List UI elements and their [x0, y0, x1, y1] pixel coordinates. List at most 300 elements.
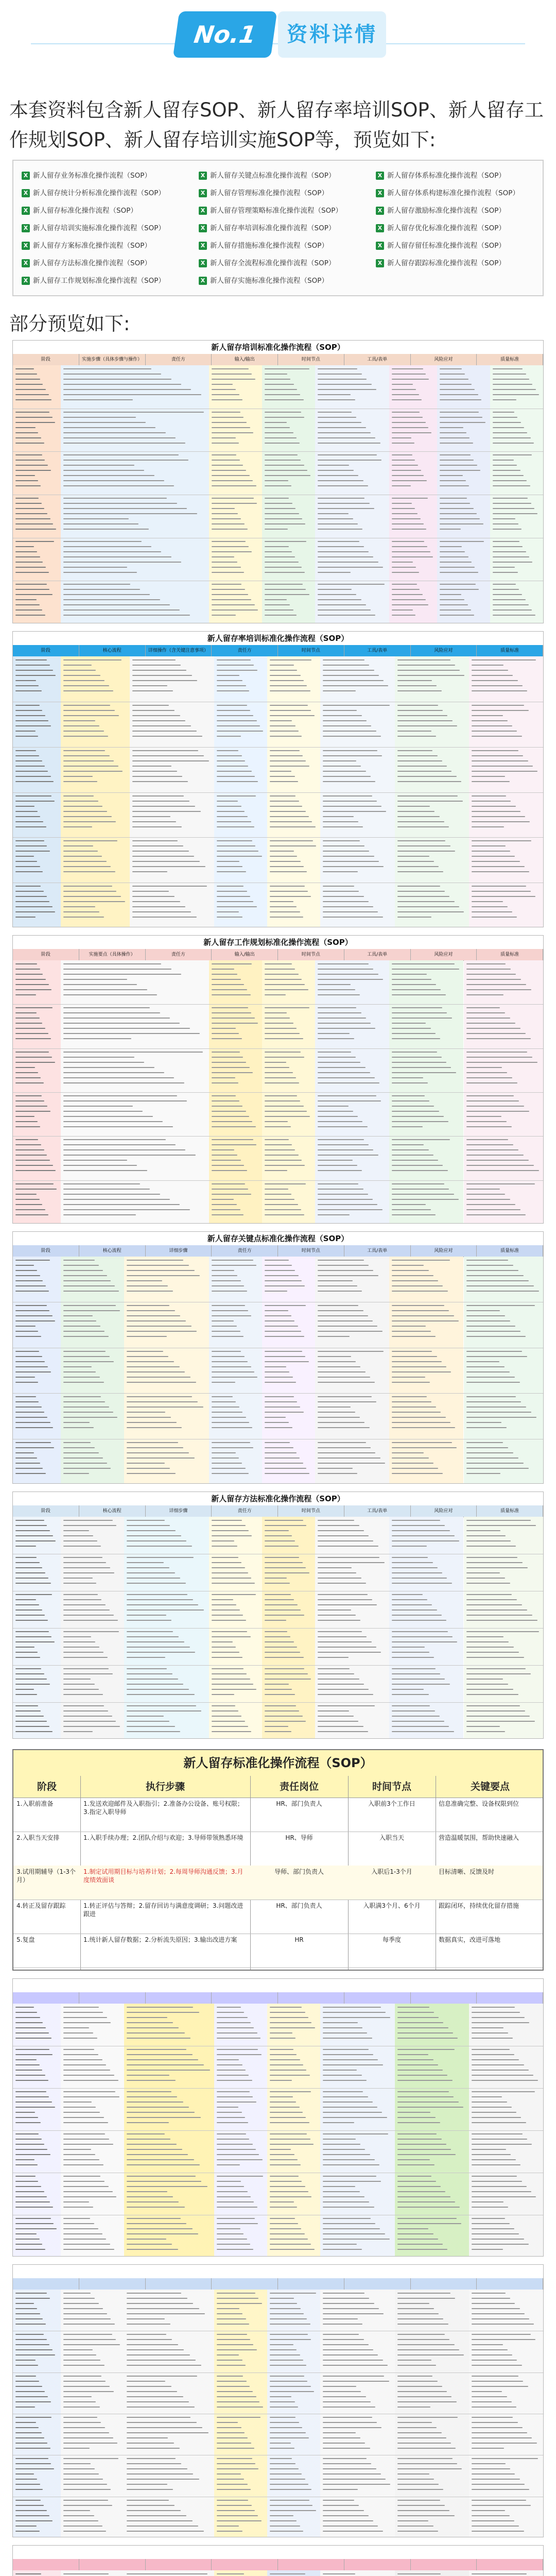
- file-item[interactable]: [22, 221, 194, 236]
- sheet-text-line: [440, 427, 463, 428]
- sheet-text-line: [217, 725, 260, 726]
- file-item[interactable]: [376, 203, 548, 218]
- sheet-text-line: [392, 1679, 445, 1680]
- sop-table-cell-steps: 1.统计新人留存数据；2.分析流失原因；3.输出改进方案: [83, 1936, 237, 1943]
- sheet-text-line: [318, 1366, 360, 1367]
- sheet-text-line: [63, 1265, 99, 1266]
- sheet-text-line: [440, 513, 477, 514]
- sheet-text-line: [318, 1285, 357, 1286]
- sheet-text-line: [127, 2396, 183, 2397]
- sheet-column-divider: [543, 960, 544, 1223]
- sheet-text-line: [15, 498, 39, 499]
- sheet-text-line: [15, 2049, 49, 2050]
- sheet-text-line: [212, 1473, 249, 1474]
- sheet-header-cell: 工具/表单: [344, 949, 411, 960]
- sheet-header-cell: [278, 2278, 344, 2290]
- sheet-text-line: [318, 1356, 351, 1357]
- sheet-text-line: [15, 2228, 57, 2229]
- sop-table-row: [13, 1866, 543, 1900]
- sheet-text-line: [466, 1721, 535, 1722]
- sheet-text-line: [392, 1631, 447, 1632]
- sheet-text-line: [212, 1679, 250, 1680]
- sheet-text-line: [63, 1578, 93, 1579]
- sheet-text-line: [270, 2422, 299, 2423]
- sheet-text-line: [127, 2401, 189, 2402]
- sheet-text-line: [63, 781, 97, 782]
- sheet-text-line: [15, 1280, 43, 1281]
- sheet-text-line: [392, 556, 433, 557]
- sheet-text-line: [63, 2391, 114, 2392]
- sheet-text-line: [392, 1382, 430, 1383]
- sheet-text-line: [323, 665, 369, 666]
- sheet-text-line: [63, 1705, 104, 1706]
- sheet-text-line: [323, 911, 378, 912]
- sheet-header-cell: [146, 2278, 212, 2290]
- sheet-text-line: [265, 1401, 297, 1402]
- sheet-text-line: [323, 917, 383, 918]
- sheet-text-line: [127, 2117, 201, 2118]
- sheet-text-line: [397, 766, 447, 767]
- sheet-text-line: [323, 2298, 369, 2299]
- sheet-text-line: [323, 2080, 367, 2081]
- sheet-text-line: [212, 1291, 247, 1292]
- file-item[interactable]: [22, 273, 194, 289]
- sheet-text-line: [440, 541, 484, 542]
- sheet-header-cell: [344, 2559, 411, 2570]
- sheet-text-line: [318, 1351, 384, 1352]
- excel-file-icon: X: [22, 259, 30, 267]
- sheet-text-line: [323, 2313, 384, 2314]
- sheet-text-line: [392, 1442, 451, 1443]
- sheet-text-line: [217, 2007, 240, 2008]
- sheet-header-cell: [411, 2559, 477, 2570]
- sheet-text-line: [397, 2080, 453, 2081]
- sheet-text-line: [63, 1396, 101, 1397]
- sheet-header-row: [13, 1245, 543, 1257]
- sheet-text-line: [466, 1620, 537, 1621]
- file-item[interactable]: [199, 273, 371, 289]
- sheet-text-line: [392, 1641, 457, 1642]
- sheet-text-line: [466, 1609, 527, 1611]
- sheet-text-line: [270, 2091, 310, 2092]
- sheet-text-line: [318, 1082, 379, 1083]
- sheet-text-line: [63, 2054, 98, 2055]
- file-item[interactable]: [199, 238, 371, 253]
- sheet-text-line: [472, 2181, 522, 2182]
- sheet-text-line: [323, 906, 373, 907]
- sheet-text-line: [392, 1716, 440, 1717]
- sheet-text-line: [392, 1540, 459, 1541]
- sheet-text-line: [15, 2027, 46, 2028]
- sop-sheet-preview: [12, 2545, 544, 2576]
- sheet-row-divider: [13, 1048, 543, 1049]
- sheet-text-line: [63, 760, 114, 761]
- file-item[interactable]: [376, 238, 548, 253]
- sheet-text-line: [217, 760, 245, 761]
- sheet-text-line: [392, 1100, 429, 1101]
- sheet-text-line: [127, 1275, 200, 1276]
- sheet-text-line: [15, 2102, 52, 2103]
- sheet-text-line: [15, 1631, 49, 1632]
- sheet-text-line: [217, 2239, 247, 2240]
- sheet-text-line: [63, 529, 149, 530]
- sheet-text-line: [132, 685, 168, 686]
- sheet-text-line: [318, 1726, 363, 1727]
- sheet-text-line: [15, 1275, 40, 1276]
- sheet-text-line: [265, 513, 299, 514]
- sheet-text-line: [392, 1280, 438, 1281]
- sheet-text-line: [217, 781, 258, 782]
- sheet-text-line: [127, 2422, 196, 2423]
- sheet-text-line: [392, 1452, 424, 1453]
- sheet-text-line: [397, 2096, 454, 2097]
- sheet-text-line: [217, 665, 254, 666]
- sheet-text-line: [392, 1721, 444, 1722]
- sop-table-cell-key: 目标清晰、反馈及时: [439, 1868, 495, 1875]
- sheet-text-line: [217, 801, 238, 802]
- sheet-text-line: [270, 2381, 307, 2382]
- sheet-text-line: [15, 1530, 50, 1531]
- sheet-text-line: [217, 2573, 244, 2574]
- sheet-text-line: [63, 1540, 97, 1541]
- sheet-text-line: [466, 1442, 503, 1443]
- sheet-text-line: [265, 529, 288, 530]
- excel-file-icon: X: [22, 242, 30, 250]
- sheet-text-line: [15, 2207, 53, 2208]
- sheet-text-line: [440, 529, 461, 530]
- sheet-text-line: [493, 567, 515, 568]
- sheet-text-line: [217, 2154, 259, 2155]
- sheet-text-line: [15, 1705, 38, 1706]
- file-name: 新人留存方法标准化操作流程（SOP）: [33, 259, 151, 267]
- sheet-text-line: [212, 1447, 253, 1448]
- file-item[interactable]: [376, 221, 548, 236]
- sheet-text-line: [397, 2293, 450, 2294]
- sheet-text-line: [466, 1412, 532, 1413]
- sheet-text-line: [392, 1401, 431, 1402]
- sheet-text-line: [265, 994, 286, 995]
- sheet-text-line: [397, 2427, 437, 2428]
- sheet-text-line: [15, 2059, 37, 2060]
- sheet-header-cell: [13, 1992, 79, 2004]
- sheet-text-line: [15, 2007, 34, 2008]
- sop-sheet-preview: [12, 631, 544, 927]
- sheet-text-line: [265, 508, 296, 509]
- sheet-text-line: [212, 1265, 256, 1266]
- sheet-text-line: [127, 2080, 176, 2081]
- sheet-text-line: [15, 1082, 44, 1083]
- file-name: 新人留存体系标准化操作流程（SOP）: [387, 172, 506, 180]
- sheet-text-line: [270, 2107, 299, 2108]
- sheet-text-line: [270, 2133, 307, 2134]
- sheet-text-line: [323, 776, 371, 777]
- sheet-text-line: [466, 1067, 502, 1068]
- sheet-text-line: [63, 2133, 105, 2134]
- sheet-text-line: [15, 2022, 43, 2023]
- sheet-text-line: [318, 1291, 362, 1292]
- sheet-text-line: [472, 2396, 507, 2397]
- sheet-text-line: [63, 1377, 100, 1378]
- file-item[interactable]: [199, 203, 371, 218]
- sheet-text-line: [397, 2144, 446, 2145]
- sheet-text-line: [212, 1562, 241, 1563]
- sop-table-cell-steps: 1.发送欢迎邮件及入职指引；2.准备办公设备、账号权限；3.指定入职导师: [83, 1800, 244, 1816]
- sheet-header-cell: [79, 2559, 146, 2570]
- sheet-text-line: [63, 1572, 114, 1573]
- sheet-text-line: [397, 2239, 438, 2240]
- sop-table-header-cell: 关键要点: [470, 1781, 510, 1792]
- excel-file-icon: X: [22, 207, 30, 215]
- sheet-text-line: [318, 1095, 376, 1096]
- sheet-text-line: [63, 2249, 114, 2250]
- file-item[interactable]: [376, 168, 548, 183]
- sheet-text-line: [472, 2075, 533, 2076]
- sheet-text-line: [265, 1095, 297, 1096]
- sheet-text-line: [15, 685, 39, 686]
- file-name: 新人留存优化标准化操作流程（SOP）: [387, 224, 506, 232]
- sheet-text-line: [472, 2159, 516, 2160]
- sheet-text-line: [440, 551, 465, 552]
- sheet-text-line: [127, 2007, 193, 2008]
- sheet-text-line: [392, 1285, 443, 1286]
- file-item[interactable]: [22, 256, 194, 271]
- sheet-text-line: [63, 755, 110, 756]
- sheet-text-line: [63, 572, 137, 573]
- sheet-text-line: [270, 715, 314, 716]
- sheet-text-line: [15, 736, 38, 737]
- sheet-text-line: [212, 374, 252, 375]
- sheet-text-line: [63, 2091, 116, 2092]
- sheet-text-line: [318, 1100, 381, 1101]
- sheet-text-line: [127, 2318, 164, 2319]
- file-item[interactable]: [22, 185, 194, 201]
- sheet-text-line: [63, 1641, 95, 1642]
- sheet-text-line: [397, 776, 457, 777]
- file-item[interactable]: [22, 203, 194, 218]
- sheet-text-line: [63, 1583, 97, 1584]
- sheet-text-line: [265, 1716, 303, 1717]
- sheet-text-line: [63, 2448, 90, 2449]
- sheet-text-line: [440, 432, 466, 433]
- sheet-text-line: [265, 1100, 300, 1101]
- sheet-text-line: [318, 1546, 378, 1547]
- file-name: 新人留存工作规划标准化操作流程（SOP）: [33, 277, 165, 285]
- sheet-text-line: [466, 1417, 537, 1418]
- sheet-text-line: [15, 1546, 36, 1547]
- sheet-text-line: [318, 1604, 377, 1605]
- sheet-text-line: [212, 508, 235, 509]
- sheet-text-line: [63, 2022, 111, 2023]
- sheet-text-line: [265, 1562, 303, 1563]
- sheet-text-line: [63, 2038, 97, 2039]
- sheet-column-divider: [543, 2570, 544, 2576]
- sheet-text-line: [63, 432, 166, 433]
- excel-file-icon: X: [376, 259, 384, 267]
- sheet-text-line: [265, 1412, 304, 1413]
- sheet-text-line: [323, 2007, 380, 2008]
- sheet-text-line: [63, 2324, 115, 2325]
- sheet-text-line: [15, 437, 41, 438]
- sheet-text-line: [63, 1609, 110, 1611]
- sheet-text-line: [323, 659, 364, 660]
- sheet-text-line: [15, 776, 51, 777]
- sheet-text-line: [63, 1731, 93, 1732]
- sheet-text-line: [472, 2303, 515, 2304]
- file-item[interactable]: [199, 221, 371, 236]
- sheet-text-line: [265, 1583, 290, 1584]
- sheet-text-line: [265, 1280, 302, 1281]
- sheet-text-line: [270, 917, 303, 918]
- sheet-header-cell: 责任方: [212, 645, 278, 656]
- sheet-text-line: [63, 412, 204, 413]
- sheet-text-line: [63, 1710, 108, 1711]
- sheet-text-line: [217, 2318, 246, 2319]
- file-item[interactable]: [22, 238, 194, 253]
- sheet-text-line: [472, 2298, 510, 2299]
- sheet-text-line: [265, 1557, 299, 1558]
- sheet-text-line: [15, 529, 56, 530]
- sheet-text-line: [472, 2239, 524, 2240]
- sheet-text-line: [15, 379, 40, 380]
- sheet-text-line: [440, 518, 480, 519]
- sheet-text-line: [472, 2102, 507, 2103]
- sheet-text-line: [440, 523, 483, 524]
- sheet-text-line: [212, 979, 240, 980]
- sheet-text-line: [318, 1673, 354, 1674]
- sheet-text-line: [63, 680, 105, 681]
- sheet-text-line: [493, 556, 529, 557]
- sheet-text-line: [265, 1641, 293, 1642]
- sheet-text-line: [15, 974, 43, 975]
- sheet-text-line: [265, 1275, 299, 1276]
- sheet-text-line: [15, 546, 34, 547]
- sheet-text-line: [397, 896, 450, 897]
- sheet-text-line: [472, 2122, 526, 2123]
- sheet-text-line: [63, 1604, 106, 1605]
- sheet-text-line: [15, 1458, 37, 1459]
- sheet-text-line: [392, 1052, 437, 1053]
- sop-table-cell-stage: 2.入职当天安排: [16, 1834, 60, 1841]
- sheet-text-line: [63, 906, 95, 907]
- file-item[interactable]: [199, 185, 371, 201]
- sheet-text-line: [132, 795, 184, 796]
- sheet-text-line: [472, 715, 503, 716]
- sheet-text-line: [440, 384, 472, 385]
- sheet-text-line: [270, 731, 299, 732]
- sheet-text-line: [323, 2038, 372, 2039]
- sheet-text-line: [212, 1540, 234, 1541]
- sheet-text-line: [217, 2298, 258, 2299]
- sheet-text-line: [270, 2207, 297, 2208]
- sheet-text-line: [397, 2406, 431, 2408]
- file-item[interactable]: [199, 256, 371, 271]
- sheet-text-line: [127, 1609, 204, 1611]
- sheet-text-line: [472, 2500, 526, 2501]
- sheet-text-line: [63, 989, 147, 990]
- sheet-text-line: [472, 690, 527, 691]
- sheet-header-row: [13, 2559, 543, 2571]
- file-name: 新人留存措施标准化操作流程（SOP）: [210, 242, 328, 250]
- sheet-text-line: [472, 2012, 520, 2013]
- sheet-text-line: [132, 731, 197, 732]
- sheet-text-line: [15, 2154, 50, 2155]
- sheet-text-line: [15, 1396, 36, 1397]
- sheet-text-line: [212, 394, 239, 395]
- sheet-text-line: [63, 1275, 107, 1276]
- file-item[interactable]: [22, 168, 194, 183]
- sheet-text-line: [265, 1468, 306, 1469]
- file-item[interactable]: [376, 256, 548, 271]
- sheet-text-line: [270, 2070, 306, 2071]
- sheet-text-line: [63, 427, 156, 428]
- sheet-text-line: [63, 736, 109, 737]
- sop-sheet-preview: [12, 340, 544, 623]
- sheet-text-line: [63, 795, 94, 796]
- sheet-text-line: [63, 2443, 117, 2444]
- sheet-column-divider: [543, 1517, 544, 1738]
- sheet-text-line: [472, 2091, 535, 2092]
- sheet-text-line: [323, 2164, 379, 2165]
- sheet-text-line: [265, 1361, 309, 1362]
- sheet-row-divider: [13, 1136, 543, 1137]
- sheet-text-line: [392, 1265, 424, 1266]
- sheet-text-line: [15, 1366, 48, 1367]
- sheet-text-line: [217, 2531, 242, 2532]
- sheet-text-line: [397, 705, 438, 706]
- sheet-text-line: [318, 979, 383, 980]
- sop-table-cell-key: 信息准确完整、设备权限到位: [439, 1800, 519, 1807]
- file-item[interactable]: [199, 168, 371, 183]
- sheet-text-line: [63, 437, 176, 438]
- sheet-text-line: [318, 1636, 367, 1637]
- sheet-text-line: [63, 1520, 113, 1521]
- sheet-text-line: [265, 572, 305, 573]
- sheet-text-line: [397, 2186, 441, 2187]
- sheet-text-line: [318, 1452, 375, 1453]
- sheet-text-line: [472, 2107, 512, 2108]
- sheet-title: [13, 2546, 543, 2560]
- sheet-text-line: [15, 1689, 34, 1690]
- sheet-text-line: [63, 685, 109, 686]
- sheet-text-line: [212, 1396, 233, 1397]
- sheet-text-line: [212, 379, 255, 380]
- sheet-text-line: [397, 2107, 463, 2108]
- sheet-text-line: [15, 821, 43, 822]
- sheet-text-line: [127, 2032, 185, 2033]
- sheet-text-line: [63, 2207, 93, 2208]
- sheet-text-line: [212, 529, 248, 530]
- file-item[interactable]: [376, 185, 548, 201]
- sheet-text-line: [63, 1057, 134, 1058]
- sheet-text-line: [63, 399, 133, 400]
- sheet-text-line: [270, 906, 297, 907]
- sheet-text-line: [270, 2505, 312, 2506]
- sheet-text-line: [318, 1468, 352, 1469]
- sheet-text-line: [15, 567, 46, 568]
- sheet-text-line: [397, 2515, 455, 2516]
- sheet-text-line: [15, 816, 40, 817]
- sheet-text-line: [392, 1710, 435, 1711]
- sheet-text-line: [265, 1540, 295, 1541]
- sheet-text-line: [217, 2223, 258, 2224]
- sheet-text-line: [127, 1668, 167, 1669]
- sheet-text-line: [318, 1716, 354, 1717]
- sheet-header-cell: [477, 2278, 543, 2290]
- sheet-text-line: [127, 1705, 196, 1706]
- sheet-text-line: [217, 2437, 248, 2438]
- sheet-text-line: [212, 389, 236, 390]
- sheet-text-line: [127, 1546, 192, 1547]
